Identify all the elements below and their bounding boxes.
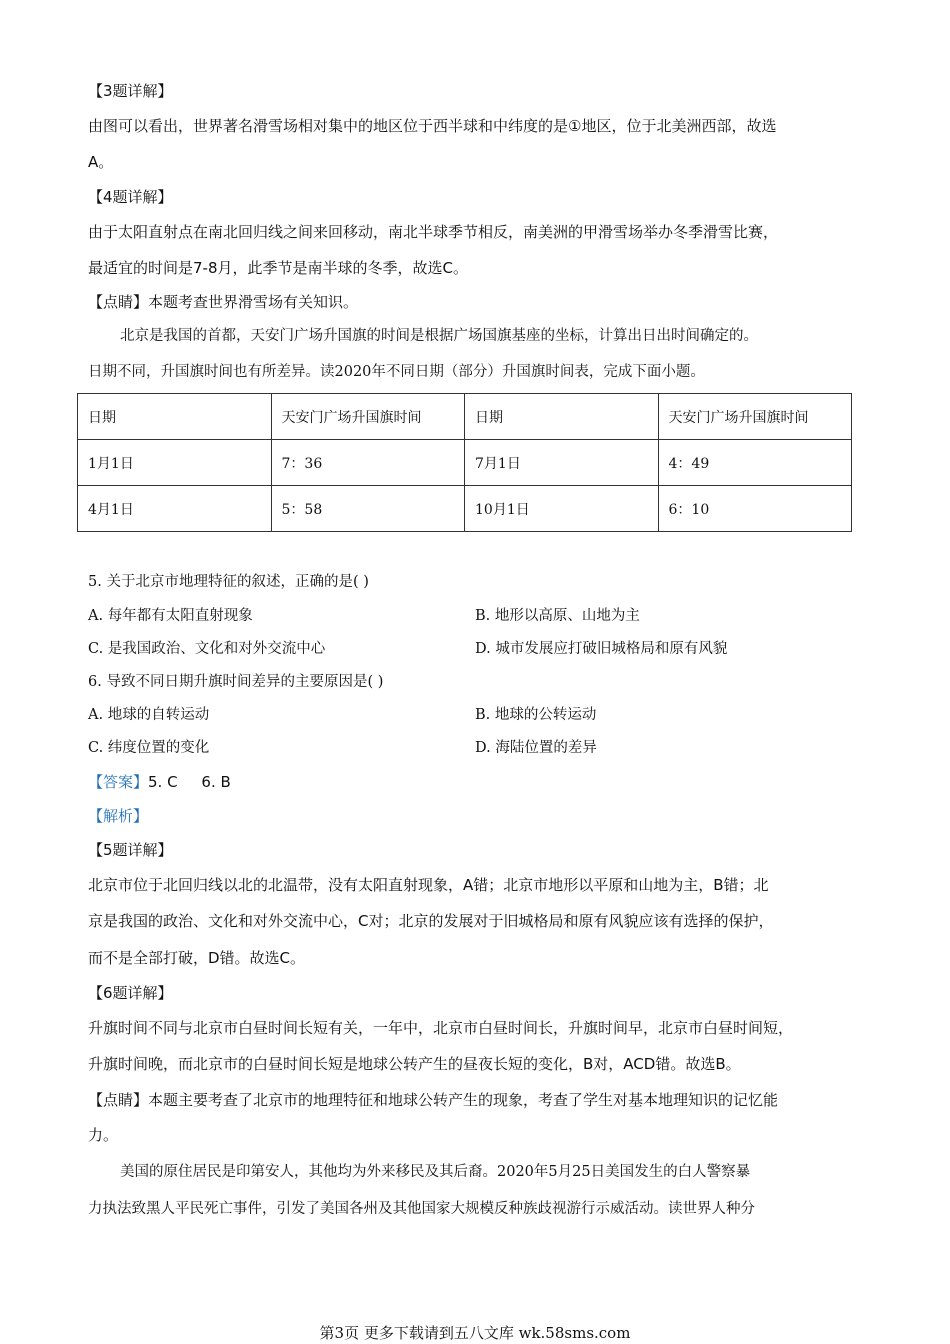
- q4-explanation-line1: 由于太阳直射点在南北回归线之间来回移动，南北半球季节相反，南美洲的甲滑雪场举办冬季滑雪比赛，: [88, 223, 779, 241]
- q6-tip-line2: 力。: [88, 1126, 119, 1144]
- q3-heading: 【3题详解】: [88, 82, 173, 100]
- table-row: [78, 486, 852, 532]
- table-cell: 10月1日: [465, 486, 659, 532]
- flag-raising-time-table: [77, 393, 852, 532]
- q6-stem: 6. 导致不同日期升旗时间差异的主要原因是( ): [88, 674, 384, 690]
- q4-explanation-line2: 最适宜的时间是7-8月，此季节是南半球的冬季，故选C。: [88, 259, 468, 277]
- q6-option-b: B. 地球的公转运动: [475, 707, 597, 723]
- q5-stem: 5. 关于北京市地理特征的叙述，正确的是( ): [88, 574, 369, 590]
- q6-detail-heading: 【6题详解】: [88, 984, 173, 1002]
- table-cell: 1月1日: [78, 440, 272, 486]
- q5-option-c: C. 是我国政治、文化和对外交流中心: [88, 641, 326, 657]
- q5-detail-line3: 而不是全部打破，D错。故选C。: [88, 949, 306, 967]
- table-header-cell: 日期: [465, 394, 659, 440]
- q6-option-c: C. 纬度位置的变化: [88, 740, 210, 756]
- page-footer: 第3页 更多下载请到五八文库 wk.58sms.com: [319, 1324, 631, 1342]
- answer-label: 【答案】: [88, 773, 149, 791]
- q6-detail-line2: 升旗时间晚，而北京市的白昼时间长短是地球公转产生的昼夜长短的变化，B对，ACD错。故选B。: [88, 1055, 741, 1073]
- table-header-cell: 日期: [78, 394, 272, 440]
- q4-tip: 【点睛】本题考查世界滑雪场有关知识。: [88, 293, 359, 311]
- q4-heading: 【4题详解】: [88, 188, 173, 206]
- answer-text: 5. C 6. B: [148, 773, 231, 791]
- table-cell: 7月1日: [465, 440, 659, 486]
- table-header-row: [78, 394, 852, 440]
- table-header-cell: 天安门广场升国旗时间: [271, 394, 465, 440]
- q6-option-d: D. 海陆位置的差异: [475, 740, 597, 756]
- table-cell: 4月1日: [78, 486, 272, 532]
- table-cell: 5：58: [271, 486, 465, 532]
- table-row: [78, 440, 852, 486]
- table-cell: 4：49: [658, 440, 852, 486]
- q6-option-a: A. 地球的自转运动: [88, 707, 210, 723]
- table-header-cell: 天安门广场升国旗时间: [658, 394, 852, 440]
- q5-detail-line2: 京是我国的政治、文化和对外交流中心，C对；北京的发展对于旧城格局和原有风貌应该有选择的保护，: [88, 912, 774, 930]
- table-cell: 6：10: [658, 486, 852, 532]
- answer-line: [88, 772, 231, 792]
- table-cell: 7：36: [271, 440, 465, 486]
- q5-detail-line1: 北京市位于北回归线以北的北温带，没有太阳直射现象，A错；北京市地形以平原和山地为主，B错；北: [88, 876, 769, 894]
- q5-detail-heading: 【5题详解】: [88, 841, 173, 859]
- analysis-label: 【解析】: [88, 807, 149, 825]
- q6-tip-line1: 【点睛】本题主要考查了北京市的地理特征和地球公转产生的现象，考查了学生对基本地理知识的记忆能: [88, 1091, 779, 1109]
- q6-detail-line1: 升旗时间不同与北京市白昼时间长短有关，一年中，北京市白昼时间长，升旗时间早，北京市白昼时间短，: [88, 1019, 794, 1037]
- passage1-line1: 北京是我国的首都，天安门广场升国旗的时间是根据广场国旗基座的坐标，计算出日出时间确定的。: [120, 328, 758, 344]
- q5-option-b: B. 地形以高原、山地为主: [475, 608, 640, 624]
- passage2-line1: 美国的原住居民是印第安人，其他均为外来移民及其后裔。2020年5月25日美国发生的白人警察暴: [120, 1164, 751, 1180]
- passage2-line2: 力执法致黑人平民死亡事件，引发了美国各州及其他国家大规模反种族歧视游行示威活动。读世界人种分: [88, 1201, 755, 1217]
- q5-option-a: A. 每年都有太阳直射现象: [88, 608, 253, 624]
- q5-option-d: D. 城市发展应打破旧城格局和原有风貌: [475, 641, 728, 657]
- passage1-line2: 日期不同，升国旗时间也有所差异。读2020年不同日期（部分）升国旗时间表，完成下面小题。: [88, 364, 705, 380]
- q3-explanation-line1: 由图可以看出，世界著名滑雪场相对集中的地区位于西半球和中纬度的是①地区，位于北美洲西部，故选: [88, 117, 777, 135]
- q3-explanation-line2: A。: [88, 153, 114, 171]
